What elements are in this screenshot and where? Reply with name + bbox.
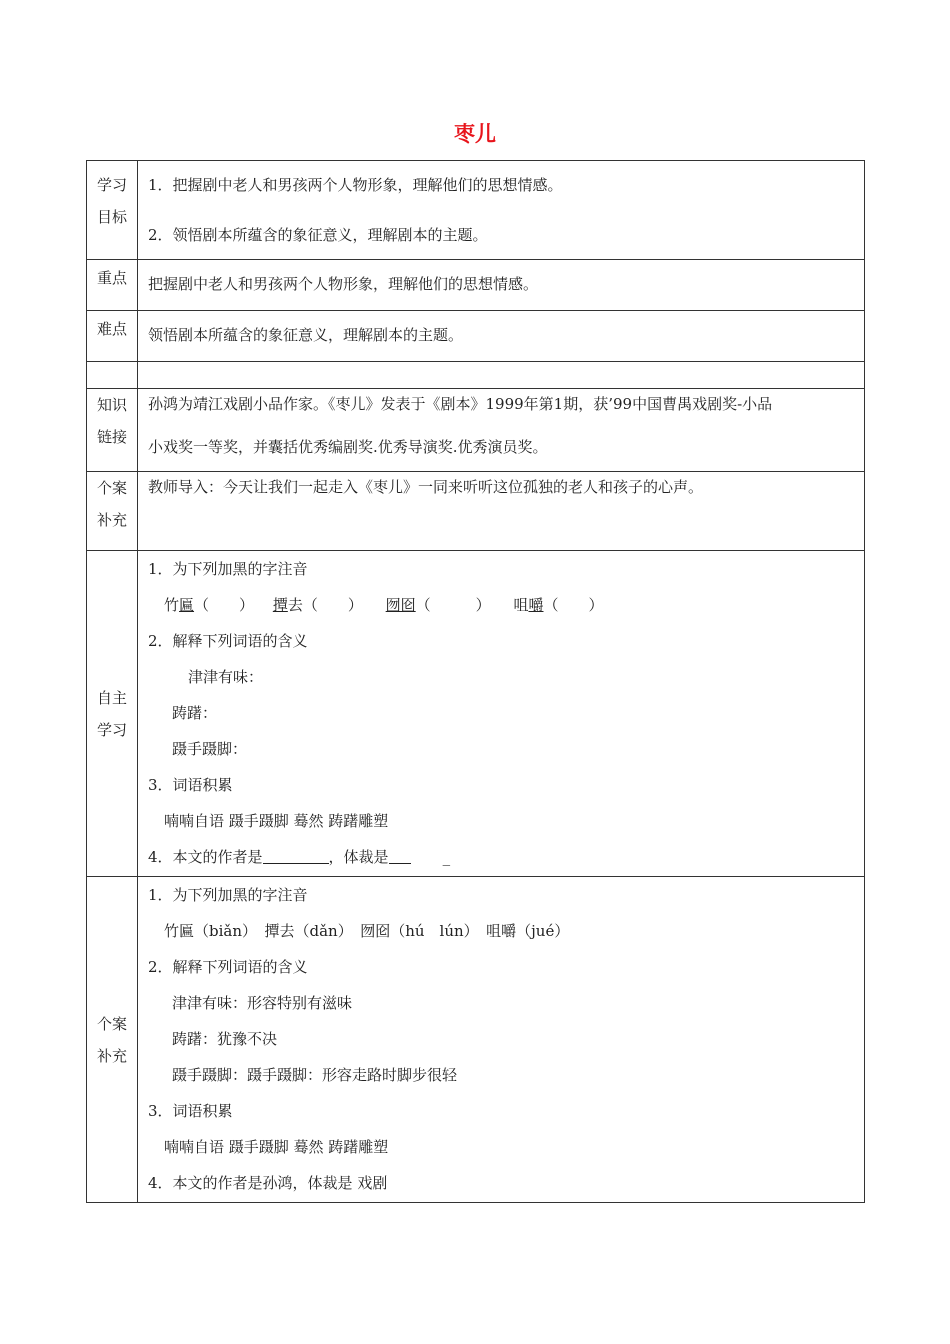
difficulty-content: 领悟剧本所蕴含的象征意义，理解剧本的主题。 [138, 311, 865, 362]
lesson-table [86, 160, 865, 1203]
objectives-row [87, 161, 865, 260]
answers-label: 个案 补充 [87, 877, 138, 1203]
key-point-row [87, 260, 865, 311]
difficulty-label: 难点 [87, 311, 138, 362]
answers-content: 1．为下列加黑的字注音 竹匾（biǎn） 撢去（dǎn） 囫囵（hú lún） 咀嚼（jué） 2．解释下列词语的含义 津津有味：形容特别有滋味 踌躇：犹豫不决 蹑手蹑脚：蹑手蹑脚：形容走路时脚步很轻 3．词语积累 喃喃自语 蹑手蹑脚 蓦然 踌躇雕塑 4．本文的作者是孙鸿，体裁是 戏剧 [138, 877, 865, 1203]
pinyin-exercise: 竹匾（ ） 撢去（ ） 囫囵（ ） 咀嚼（ ） [164, 596, 604, 614]
self-study-row [87, 551, 865, 877]
knowledge-label: 知识 链接 [87, 389, 138, 472]
knowledge-content: 孙鸿为靖江戏剧小品作家。《枣儿》发表于《剧本》1999年第1期，获’99中国曹禺戏剧奖-小品 小戏奖一等奖，并囊括优秀编剧奖.优秀导演奖.优秀演员奖。 [138, 389, 865, 472]
supplement-intro-row [87, 472, 865, 551]
self-study-content: 1．为下列加黑的字注音 竹匾（ ） 撢去（ ） 囫囵（ ） 咀嚼（ ） 2．解释下列词语的含义 津津有味： 踌躇： 蹑手蹑脚： 3．词语积累 喃喃自语 蹑手蹑脚 蓦然 踌躇雕塑 4．本文的作者是 ，体裁是 _ [138, 551, 865, 877]
difficulty-row [87, 311, 865, 362]
key-point-label: 重点 [87, 260, 138, 311]
page-title: 枣儿 [454, 122, 496, 146]
author-blank[interactable] [263, 847, 329, 864]
answers-row [87, 877, 865, 1203]
empty-row [87, 362, 865, 389]
supplement-intro-label: 个案 补充 [87, 472, 138, 551]
genre-blank[interactable] [389, 847, 411, 864]
author-question: 4．本文的作者是 ，体裁是 _ [148, 848, 451, 866]
objectives-label: 学习 目标 [87, 161, 138, 260]
supplement-intro-content: 教师导入：今天让我们一起走入《枣儿》一同来听听这位孤独的老人和孩子的心声。 [138, 472, 865, 551]
knowledge-row [87, 389, 865, 472]
key-point-content: 把握剧中老人和男孩两个人物形象，理解他们的思想情感。 [138, 260, 865, 311]
objectives-content: 1．把握剧中老人和男孩两个人物形象，理解他们的思想情感。 2．领悟剧本所蕴含的象征意义，理解剧本的主题。 [138, 161, 865, 260]
self-study-label: 自主 学习 [87, 551, 138, 877]
